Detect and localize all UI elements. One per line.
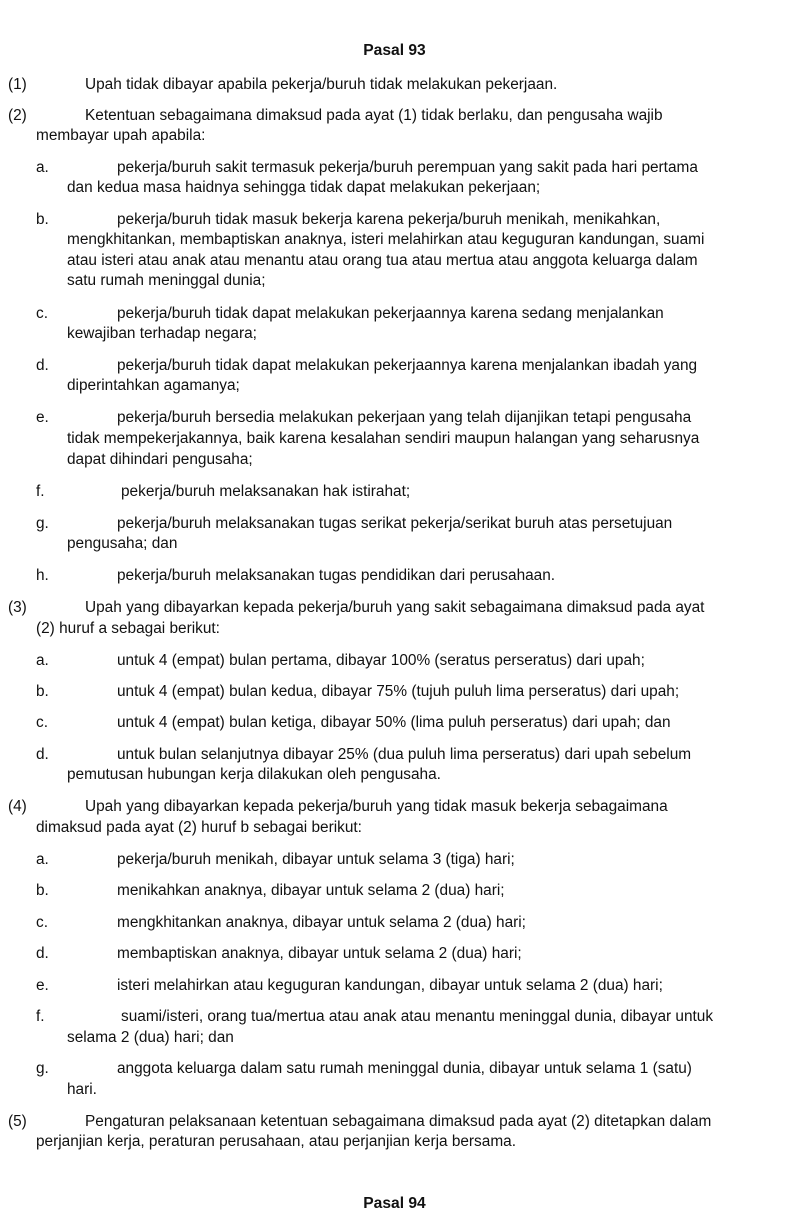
paragraph-text: Ketentuan sebagaimana dimaksud pada ayat (1) tidak berlaku, dan pengusaha wajib	[85, 107, 663, 124]
item-text: menikahkan anaknya, dibayar untuk selama 2 (dua) hari;	[117, 882, 505, 899]
item-text: kewajiban terhadap negara;	[67, 325, 257, 342]
paragraph-number: (3)	[8, 599, 27, 616]
item-letter: d.	[36, 945, 49, 962]
item-text: hari.	[67, 1081, 97, 1098]
item-text: untuk 4 (empat) bulan ketiga, dibayar 50% (lima puluh perseratus) dari upah; dan	[117, 714, 671, 731]
item-text: untuk 4 (empat) bulan kedua, dibayar 75% (tujuh puluh lima perseratus) dari upah;	[117, 683, 680, 700]
item-text: pekerja/buruh menikah, dibayar untuk selama 3 (tiga) hari;	[117, 851, 515, 868]
item-letter: d.	[36, 746, 49, 763]
paragraph-number: (5)	[8, 1113, 27, 1130]
item-text: pekerja/buruh sakit termasuk pekerja/buruh perempuan yang sakit pada hari pertama	[117, 159, 698, 176]
item-letter: b.	[36, 211, 49, 228]
next-article-title-clipped	[0, 1190, 789, 1212]
item-letter: d.	[36, 357, 49, 374]
item-letter: g.	[36, 515, 49, 532]
item-letter: c.	[36, 914, 48, 931]
item-letter: b.	[36, 882, 49, 899]
paragraph-text: Upah yang dibayarkan kepada pekerja/buruh yang tidak masuk bekerja sebagaimana	[85, 798, 668, 815]
item-text: satu rumah meninggal dunia;	[67, 272, 266, 289]
item-letter: c.	[36, 714, 48, 731]
paragraph-number: (1)	[8, 76, 27, 93]
paragraph-number: (2)	[8, 107, 27, 124]
item-letter: e.	[36, 977, 49, 994]
item-text: pekerja/buruh bersedia melakukan pekerjaan yang telah dijanjikan tetapi pengusaha	[117, 409, 692, 426]
item-text: pekerja/buruh tidak dapat melakukan pekerjaannya karena sedang menjalankan	[117, 305, 664, 322]
item-letter: b.	[36, 683, 49, 700]
item-text: pekerja/buruh melaksanakan hak istirahat;	[121, 483, 411, 500]
item-letter: c.	[36, 305, 48, 322]
item-text: dapat dihindari pengusaha;	[67, 451, 253, 468]
item-text: mengkhitankan anaknya, dibayar untuk selama 2 (dua) hari;	[117, 914, 526, 931]
paragraph-number: (4)	[8, 798, 27, 815]
item-text: pemutusan hubungan kerja dilakukan oleh pengusaha.	[67, 766, 441, 783]
item-text: untuk 4 (empat) bulan pertama, dibayar 100% (seratus perseratus) dari upah;	[117, 652, 645, 669]
item-text: pengusaha; dan	[67, 535, 178, 552]
item-text: pekerja/buruh tidak masuk bekerja karena pekerja/buruh menikah, menikahkan,	[117, 211, 661, 228]
paragraph-text: Upah yang dibayarkan kepada pekerja/buruh yang sakit sebagaimana dimaksud pada ayat	[85, 599, 705, 616]
item-text: pekerja/buruh melaksanakan tugas pendidikan dari perusahaan.	[117, 567, 556, 584]
item-text: membaptiskan anaknya, dibayar untuk selama 2 (dua) hari;	[117, 945, 522, 962]
item-text: pekerja/buruh melaksanakan tugas serikat pekerja/serikat buruh atas persetujuan	[117, 515, 673, 532]
item-letter: a.	[36, 652, 49, 669]
item-text: untuk bulan selanjutnya dibayar 25% (dua puluh lima perseratus) dari upah sebelum	[117, 746, 692, 763]
item-letter: f.	[36, 1008, 45, 1025]
item-text: isteri melahirkan atau keguguran kandungan, dibayar untuk selama 2 (dua) hari;	[117, 977, 663, 994]
item-text: atau isteri atau anak atau menantu atau orang tua atau mertua atau anggota keluarga dalam	[67, 252, 698, 269]
item-text: pekerja/buruh tidak dapat melakukan pekerjaannya karena menjalankan ibadah yang	[117, 357, 698, 374]
item-letter: h.	[36, 567, 49, 584]
paragraph-text: membayar upah apabila:	[36, 127, 206, 144]
item-text: selama 2 (dua) hari; dan	[67, 1029, 234, 1046]
item-letter: e.	[36, 409, 49, 426]
paragraph-text: (2) huruf a sebagai berikut:	[36, 620, 220, 637]
item-letter: a.	[36, 159, 49, 176]
item-text: dan kedua masa haidnya sehingga tidak dapat melakukan pekerjaan;	[67, 179, 541, 196]
item-text: tidak mempekerjakannya, baik karena kesalahan sendiri maupun halangan yang seharusnya	[67, 430, 700, 447]
item-text: diperintahkan agamanya;	[67, 377, 240, 394]
paragraph-text: Pengaturan pelaksanaan ketentuan sebagaimana dimaksud pada ayat (2) ditetapkan dalam	[85, 1113, 712, 1130]
paragraph-text: dimaksud pada ayat (2) huruf b sebagai berikut:	[36, 819, 362, 836]
item-letter: g.	[36, 1060, 49, 1077]
item-text: mengkhitankan, membaptiskan anaknya, isteri melahirkan atau keguguran kandungan, suami	[67, 231, 705, 248]
paragraph-text: perjanjian kerja, peraturan perusahaan, atau perjanjian kerja bersama.	[36, 1133, 516, 1150]
paragraph-text: Upah tidak dibayar apabila pekerja/buruh tidak melakukan pekerjaan.	[85, 76, 558, 93]
item-text: anggota keluarga dalam satu rumah meninggal dunia, dibayar untuk selama 1 (satu)	[117, 1060, 692, 1077]
item-text: suami/isteri, orang tua/mertua atau anak atau menantu meninggal dunia, dibayar untuk	[121, 1008, 714, 1025]
article-title: Pasal 93	[363, 42, 426, 59]
item-letter: a.	[36, 851, 49, 868]
item-letter: f.	[36, 483, 45, 500]
next-article-title: Pasal 94	[363, 1195, 426, 1212]
